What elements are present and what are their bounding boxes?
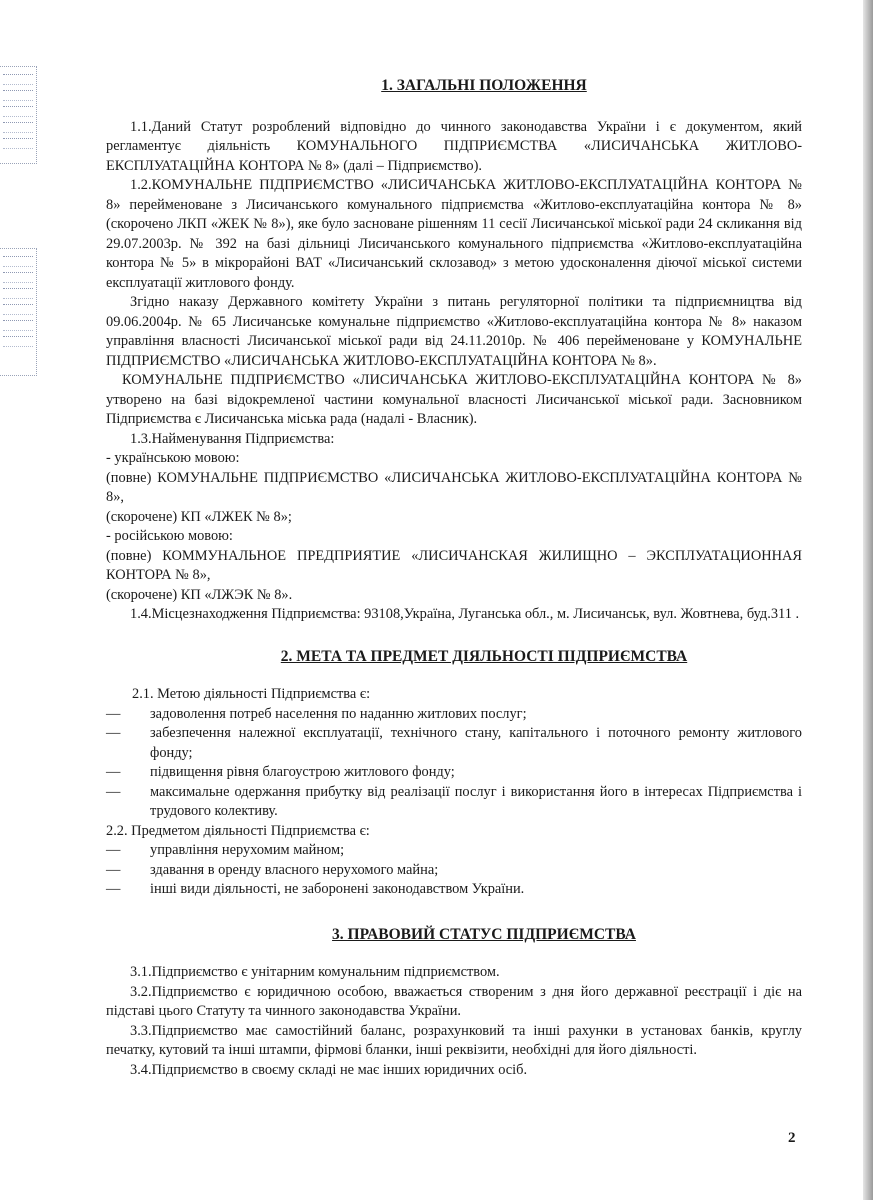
goals-list (106, 705, 802, 822)
clause-2-1: 2.1. Метою діяльності Підприємства є: (132, 686, 371, 702)
page-number: 2 (788, 1130, 796, 1146)
clause-1-1: 1.1.Даний Статут розроблений відповідно до чинного законодавства України і є документом, який регламентує діяльність КОМУНАЛЬНОГО ПІДПРИЄМСТВА «ЛИСИЧАНСЬКА ЖИТЛОВО-ЕКСПЛУАТАЦІЙНА КОНТОРА № 8» (далі – Підприємство). (106, 118, 802, 174)
side-stamp-top (0, 66, 37, 164)
name-russian-short: (скорочене) КП «ЛЖЭК № 8». (106, 586, 293, 603)
clause-3-4: 3.4.Підприємство в своєму складі не має інших юридичних осіб. (130, 1061, 528, 1078)
name-ukrainian-label: - українською мовою: (106, 450, 240, 466)
clause-1-2: 1.2.КОМУНАЛЬНЕ ПІДПРИЄМСТВО «ЛИСИЧАНСЬКА ЖИТЛОВО-ЕКСПЛУАТАЦІЙНА КОНТОРА № 8» перейменоване з Лисичанського комунального підприємства «Житлово-експлуатаційна контора № 8» (скорочено ЛКП «ЖЕК № 8»), яке було засноване рішенням 11 сесії Лисичанської міської ради 24 скликання від 29.07.2003р. № 392 на базі дільниці Лисичанського комунального підприємства «Житлово-експлуатаційна контора № 5» в мікрорайоні ВАТ «Лисичанський склозавод» з метою удосконалення діючої міської системи експлуатації житлового фонду. (106, 177, 802, 291)
list-item: — інші види діяльності, не заборонені законодавством України. (106, 880, 802, 900)
name-ukrainian-short: (скорочене) КП «ЛЖЕК № 8»; (106, 508, 292, 525)
list-item: — задоволення потреб населення по наданню житлових послуг; (106, 705, 802, 725)
document-body (106, 76, 802, 1080)
clause-3-3: 3.3.Підприємство має самостійний баланс, розрахунковий та інші рахунки в установах банків, круглу печатку, кутовий та інші штампи, фірмові бланки, інші реквізити, необхідні для його діяльності. (106, 1022, 802, 1058)
section-1-title: 1. ЗАГАЛЬНІ ПОЛОЖЕННЯ (381, 77, 587, 94)
clause-1-2-founder: КОМУНАЛЬНЕ ПІДПРИЄМСТВО «ЛИСИЧАНСЬКА ЖИТЛОВО-ЕКСПЛУАТАЦІЙНА КОНТОРА № 8» утворено на базі відокремленої частини комунальної власності Лисичанської міської ради. Засновником Підприємства є Лисичанська міська рада (надалі - Власник). (106, 372, 802, 427)
list-item: — забезпечення належної експлуатації, технічного стану, капітального і поточного ремонту житлового фонду; (106, 724, 802, 763)
subjects-list (106, 841, 802, 900)
clause-2-2: 2.2. Предметом діяльності Підприємства є: (106, 822, 370, 839)
page-edge-shadow (863, 0, 873, 1200)
list-item: — управління нерухомим майном; (106, 841, 802, 861)
clause-1-2-renaming: Згідно наказу Державного комітету України з питань регуляторної політики та підприємництва від 09.06.2004р. № 65 Лисичанське комунальне підприємство «Житлово-експлуатаційна контора № 8» наказом управління власності Лисичанської міської ради від 24.11.2010р. № 406 перейменоване у КОМУНАЛЬНЕ ПІДПРИЄМСТВО «ЛИСИЧАНСЬКА ЖИТЛОВО-ЕКСПЛУАТАЦІЙНА КОНТОРА № 8». (106, 294, 802, 369)
clause-3-2: 3.2.Підприємство є юридичною особою, вважається створеним з дня його державної реєстрації і діє на підставі цього Статуту та чинного законодавства України. (106, 983, 802, 1019)
list-item: — здавання в оренду власного нерухомого майна; (106, 861, 802, 881)
section-2-title: 2. МЕТА ТА ПРЕДМЕТ ДІЯЛЬНОСТІ ПІДПРИЄМСТВА (280, 647, 688, 665)
section-3-title: 3. ПРАВОВИЙ СТАТУС ПІДПРИЄМСТВА (332, 925, 636, 943)
name-russian-label: - російською мовою: (106, 528, 233, 544)
clause-1-3: 1.3.Найменування Підприємства: (130, 430, 335, 447)
name-ukrainian-full: (повне) КОМУНАЛЬНЕ ПІДПРИЄМСТВО «ЛИСИЧАНСЬКА ЖИТЛОВО-ЕКСПЛУАТАЦІЙНА КОНТОРА № 8», (106, 469, 802, 505)
list-item: — максимальне одержання прибутку від реалізації послуг і використання його в інтересах Підприємства і трудового колективу. (106, 783, 802, 822)
clause-1-4: 1.4.Місцезнаходження Підприємства: 93108,Україна, Луганська обл., м. Лисичанськ, вул. Жовтнева, буд.311 . (130, 606, 800, 622)
name-russian-full: (повне) КОММУНАЛЬНОЕ ПРЕДПРИЯТИЕ «ЛИСИЧАНСКАЯ ЖИЛИЩНО – ЭКСПЛУАТАЦИОННАЯ КОНТОРА № 8», (106, 547, 802, 583)
list-item: — підвищення рівня благоустрою житлового фонду; (106, 763, 802, 783)
side-stamp-bottom (0, 248, 37, 376)
clause-3-1: 3.1.Підприємство є унітарним комунальним підприємством. (130, 964, 500, 980)
